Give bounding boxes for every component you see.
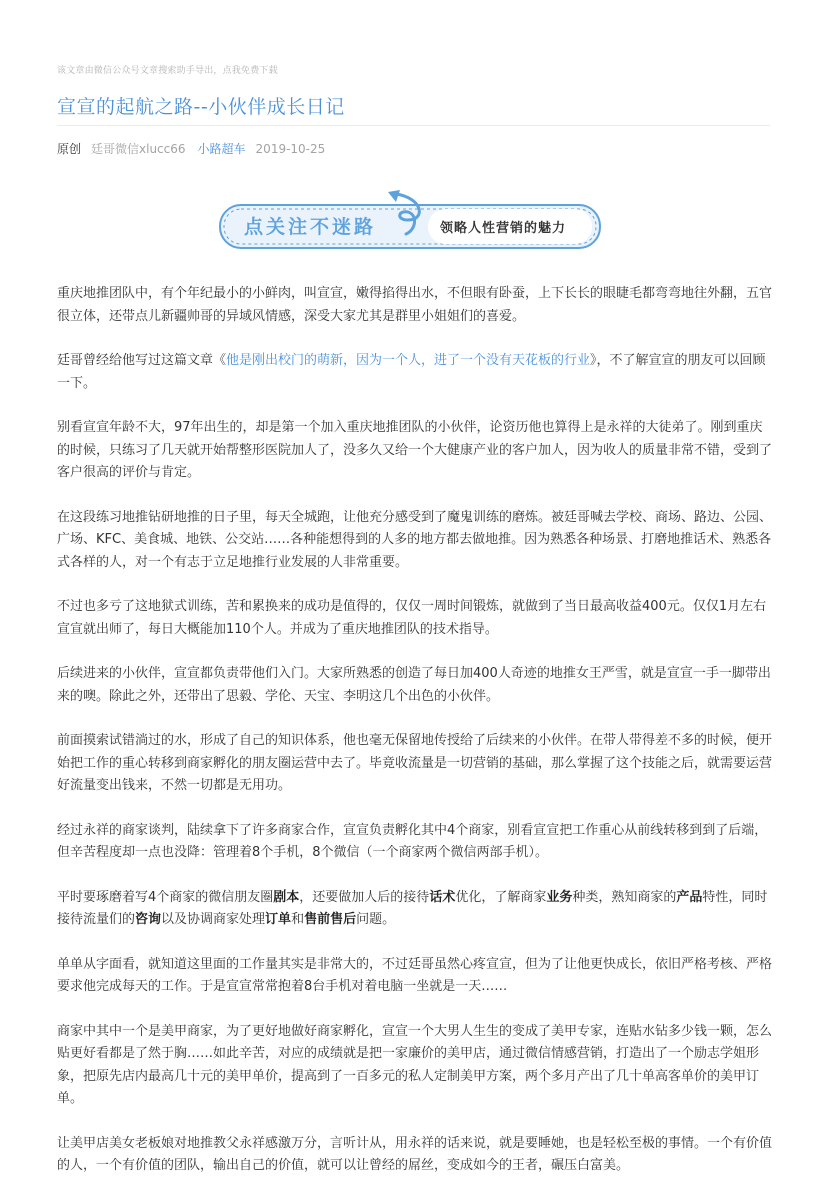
banner-follow-text[interactable]: 点关注不迷路 — [244, 216, 377, 238]
paragraph-text: 优化，了解商家 — [455, 889, 547, 905]
bold-term: 剧本 — [273, 889, 300, 905]
paragraph-text: ，还要做加人后的接待 — [299, 889, 430, 905]
paragraph: 经过永祥的商家谈判，陆续拿下了许多商家合作，宣宣负责孵化其中4个商家，别看宣宣把工作重心从前线转移到到了后端，但辛苦程度却一点也没降：管理着8个手机，8个微信（一个商家两个微信两部手机）。 — [57, 822, 768, 860]
paragraph-text: 问题。 — [356, 912, 396, 927]
paragraph-text: 种类，熟知商家的 — [572, 889, 677, 905]
export-notice[interactable]: 该文章由微信公众号文章搜索助手导出，点我免费下载 — [57, 66, 278, 76]
bold-term: 咨询 — [135, 912, 162, 927]
paragraph — [57, 887, 772, 932]
paragraph-text: 平时要琢磨着写4个商家的微信朋友圈 — [57, 889, 274, 905]
paragraph: 不过也多亏了这地狱式训练，苦和累换来的成功是值得的，仅仅一周时间锻炼，就做到了当日最高收益400元。仅仅1月左右宣宣就出师了，每日大概能加110个人。并成为了重庆地推团队的技术指导。 — [57, 599, 767, 637]
paragraph: 商家中其中一个是美甲商家，为了更好地做好商家孵化，宣宣一个大男人生生的变成了美甲专家，连贴水钻多少钱一颗，怎么贴更好看都是了然于胸……如此辛苦，对应的成绩就是把一家廉价的美甲店，通过微信情感营销，打造出了一个励志学姐形象，把原先店内最高几十元的美甲单价，提高到了一百多元的私人定制美甲方案，两个多月产出了几十单高客单价的美甲订单。 — [57, 1023, 773, 1106]
bold-term: 业务 — [546, 889, 573, 905]
banner-slogan: 领略人性营销的魅力 — [440, 221, 567, 236]
follow-banner — [218, 190, 603, 250]
paragraph: 前面摸索试错淌过的水，形成了自己的知识体系，他也毫无保留地传授给了后续来的小伙伴。在带人带得差不多的时候，便开始把工作的重心转移到商家孵化的朋友圈运营中去了。毕竟收流量是一切营销的基础，那么掌握了这个技能之后，就需要运营好流量变出钱来，不然一切都是无用功。 — [57, 733, 773, 793]
bold-term: 订单 — [265, 912, 292, 927]
paragraph-text: 廷哥曾经给他写过这篇文章《 — [57, 353, 227, 368]
paragraph: 别看宣宣年龄不大，97年出生的，却是第一个加入重庆地推团队的小伙伴，论资历他也算得上是永祥的大徒弟了。刚到重庆的时候，只练习了几天就开始帮整形医院加人了，没多久又给一个大健康产业的客户加人，因为收人的质量非常不错，受到了客户很高的评价与肯定。 — [57, 420, 773, 480]
paragraph: 让美甲店美女老板娘对地推教父永祥感激万分，言听计从，用永祥的话来说，就是要睡她，也是轻松至极的事情。一个有价值的人，一个有价值的团队，输出自己的价值，就可以让曾经的屌丝，变成如今的王者，碾压白富美。 — [57, 1135, 773, 1173]
paragraph-text: 以及协调商家处理 — [161, 912, 266, 927]
paragraph — [57, 350, 772, 395]
bold-term: 话术 — [429, 889, 456, 905]
title-divider — [57, 125, 770, 126]
paragraph-text: 特性，同时接待流量们的 — [57, 889, 768, 927]
article-meta — [57, 140, 325, 157]
paragraph: 在这段练习地推钻研地推的日子里，每天全城跑，让他充分感受到了魔鬼训练的磨炼。被廷哥喊去学校、商场、路边、公园、广场、KFC、美食城、地铁、公交站……各种能想得到的人多的地方都去做地推。因为熟悉各种场景、打磨地推话术、熟悉各式各样的人，对一个有志于立足地推行业发展的人非常重要。 — [57, 509, 773, 570]
paragraph-text: 》，不了解宣宣的朋友可以回顾一下。 — [57, 353, 766, 391]
bold-term: 售前售后 — [304, 912, 357, 927]
paragraph-text: 和 — [291, 912, 305, 927]
paragraph: 后续进来的小伙伴，宣宣都负责带他们入门。大家所熟悉的创造了每日加400人奇迹的地推女王严雪，就是宣宣一手一脚带出来的噢。除此之外，还带出了思毅、学伦、天宝、李明这几个出色的小伙伴。 — [57, 666, 771, 704]
original-tag: 原创 — [57, 142, 82, 156]
article-title: 宣宣的起航之路--小伙伴成长日记 — [57, 96, 345, 118]
paragraph: 重庆地推团队中，有个年纪最小的小鲜肉，叫宣宣，嫩得掐得出水，不但眼有卧蚕，上下长长的眼睫毛都弯弯地往外翻，五官很立体，还带点儿新疆帅哥的异域风情感，深受大家尤其是群里小姐姐们的喜爱。 — [57, 286, 773, 324]
paragraph: 单单从字面看，就知道这里面的工作量其实是非常大的，不过廷哥虽然心疼宣宣，但为了让他更快成长，依旧严格考核、严格要求他完成每天的工作。于是宣宣常常抱着8台手机对着电脑一坐就是一天…… — [57, 956, 773, 994]
article-body — [57, 283, 772, 1200]
related-article-link[interactable]: 他是刚出校门的萌新，因为一个人，进了一个没有天花板的行业 — [226, 353, 591, 368]
author-name: 廷哥微信xlucc66 — [91, 142, 186, 156]
bold-term: 产品 — [676, 889, 703, 905]
account-link[interactable]: 小路超车 — [197, 142, 246, 156]
publish-date: 2019-10-25 — [255, 141, 326, 156]
